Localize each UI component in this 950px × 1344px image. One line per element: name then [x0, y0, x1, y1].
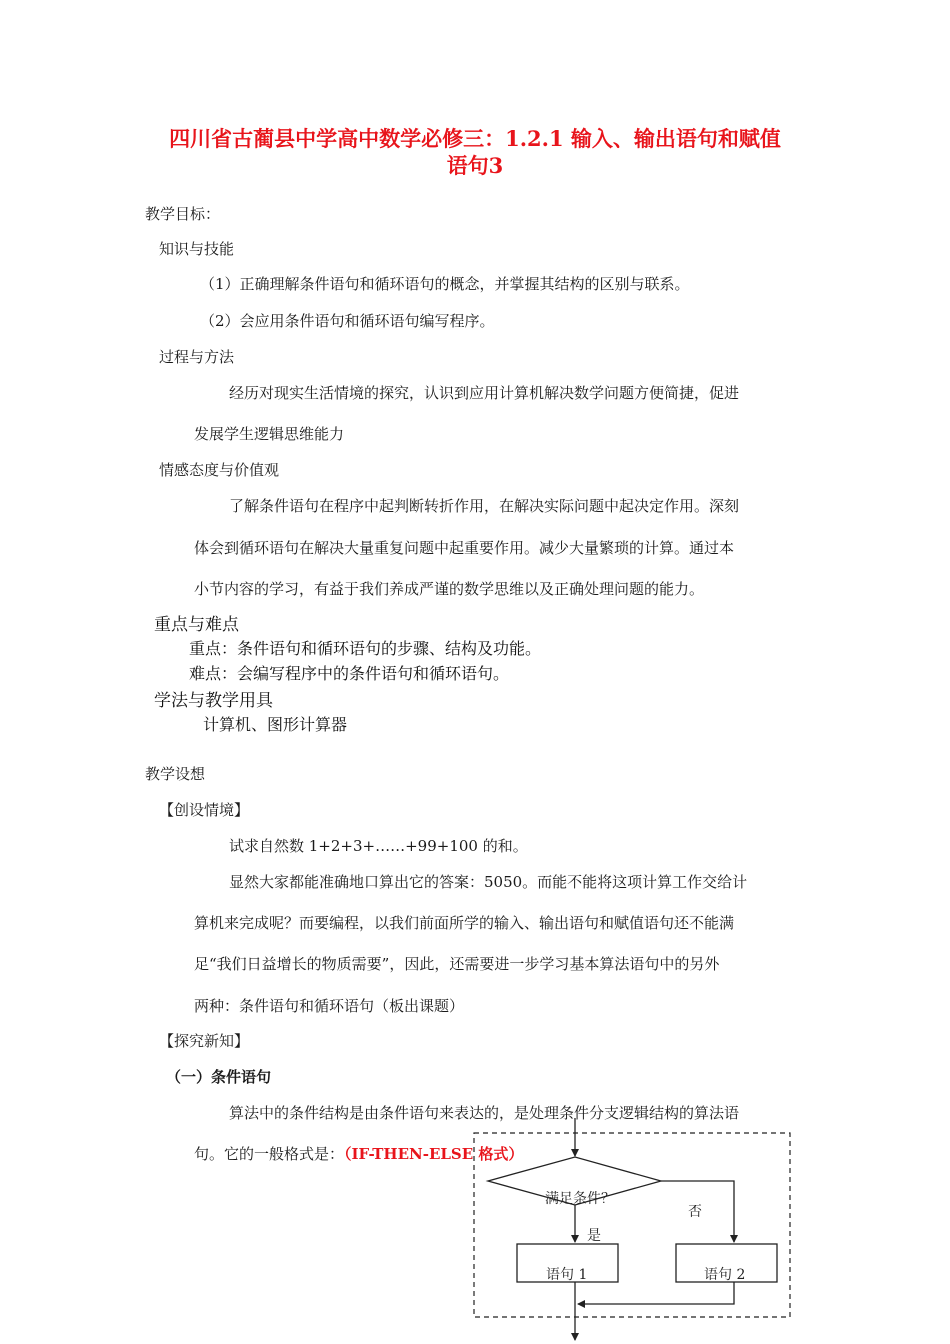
- process-line-1: 经历对现实生活情境的探究，认识到应用计算机解决数学问题方便简捷，促进: [229, 384, 740, 402]
- process-line-2: 发展学生逻辑思维能力: [194, 425, 345, 443]
- emotion-line-2: 体会到循环语句在解决大量重复问题中起重要作用。减少大量繁琐的计算。通过本: [194, 539, 735, 557]
- if-then-else-format: （IF-THEN-ELSE 格式）: [344, 1145, 524, 1163]
- statement-2-label: 语句 2: [704, 1267, 746, 1283]
- conditional-line-1: 算法中的条件结构是由条件语句来表达的，是处理条件分支逻辑结构的算法语: [229, 1104, 740, 1122]
- conditional-line-2-text: 句。它的一般格式是：: [194, 1145, 345, 1163]
- page-title-line2: 语句3: [446, 153, 504, 178]
- section-conditional-statement: （一）条件语句: [166, 1068, 272, 1086]
- emotion-heading: 情感态度与价值观: [159, 461, 280, 479]
- keypoints-heading: 重点与难点: [154, 615, 239, 635]
- scenario-line-1: 试求自然数 1+2+3+……+99+100 的和。: [229, 837, 528, 855]
- flowchart-dashed-frame: [474, 1133, 790, 1317]
- key-point: 重点：条件语句和循环语句的步骤、结构及功能。: [189, 639, 542, 658]
- scenario-line-3: 算机来完成呢？而要编程，以我们前面所学的输入、输出语句和赋值语句还不能满: [194, 914, 735, 932]
- knowledge-item-1: （1）正确理解条件语句和循环语句的概念，并掌握其结构的区别与联系。: [200, 275, 690, 293]
- statement-1-label: 语句 1: [546, 1267, 588, 1283]
- merge-arrow: [578, 1282, 734, 1304]
- tools-heading: 学法与教学用具: [154, 691, 273, 711]
- knowledge-item-2: （2）会应用条件语句和循环语句编写程序。: [200, 312, 495, 330]
- emotion-line-1: 了解条件语句在程序中起判断转折作用，在解决实际问题中起决定作用。深刻: [229, 497, 740, 515]
- knowledge-heading: 知识与技能: [159, 240, 235, 258]
- scenario-heading: 【创设情境】: [159, 801, 250, 819]
- design-heading: 教学设想: [145, 765, 206, 783]
- process-heading: 过程与方法: [159, 348, 235, 366]
- tools-list: 计算机、图形计算器: [203, 715, 348, 734]
- explore-heading: 【探究新知】: [159, 1032, 250, 1050]
- no-label: 否: [688, 1204, 702, 1220]
- scenario-line-2: 显然大家都能准确地口算出它的答案：5050。而能不能将这项计算工作交给计: [229, 873, 748, 891]
- yes-label: 是: [587, 1228, 601, 1244]
- difficult-point: 难点：会编写程序中的条件语句和循环语句。: [189, 664, 510, 683]
- scenario-line-4: 足“我们日益增长的物质需要”，因此，还需要进一步学习基本算法语句中的另外: [194, 955, 720, 973]
- condition-label: 满足条件？: [545, 1191, 615, 1207]
- emotion-line-3: 小节内容的学习，有益于我们养成严谨的数学思维以及正确处理问题的能力。: [194, 580, 705, 598]
- page-title-line1: 四川省古蔺县中学高中数学必修三：1.2.1 输入、输出语句和赋值: [169, 126, 781, 151]
- scenario-line-5: 两种：条件语句和循环语句（板出课题）: [194, 997, 465, 1015]
- goals-heading: 教学目标：: [145, 205, 221, 223]
